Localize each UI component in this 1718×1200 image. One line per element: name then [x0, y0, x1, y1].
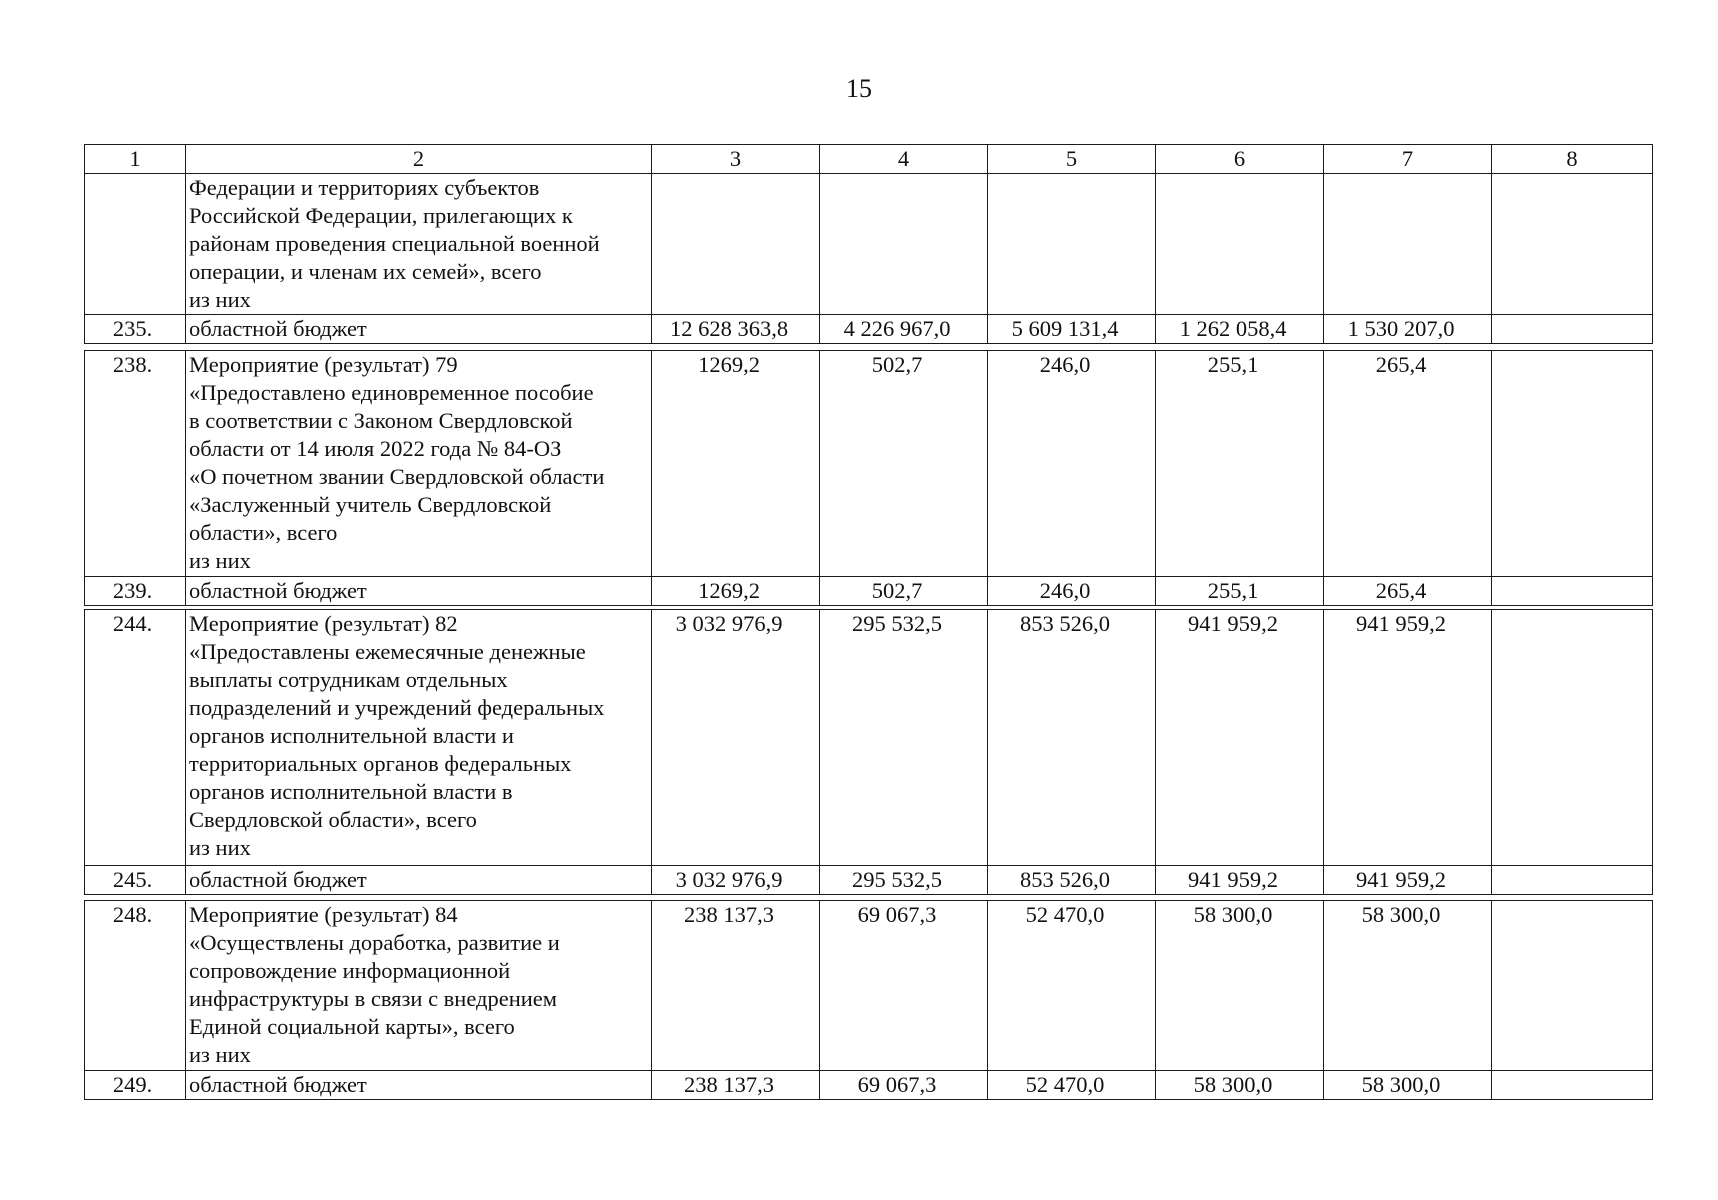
value-cell: 941 959,2: [1324, 866, 1492, 895]
column-header: 2: [186, 145, 652, 174]
value-cell: 238 137,3: [652, 1071, 820, 1100]
value-cell: [1324, 174, 1492, 315]
row-number: 238.: [85, 351, 186, 577]
row-description: Мероприятие (результат) 82 «Предоставлены ежемесячные денежные выплаты сотрудникам отдельных подразделений и учреждений федеральных органов исполнительной власти и территориальных органов федеральных органов исполнительной власти в Свердловской области», всего из них: [186, 610, 652, 866]
value-cell: 941 959,2: [1156, 866, 1324, 895]
value-cell: 295 532,5: [820, 866, 988, 895]
value-cell: [1492, 351, 1653, 577]
row-description: областной бюджет: [186, 577, 652, 606]
page-number: 15: [846, 74, 872, 103]
column-header: 7: [1324, 145, 1492, 174]
column-header: 3: [652, 145, 820, 174]
value-cell: 295 532,5: [820, 610, 988, 866]
column-header: 4: [820, 145, 988, 174]
value-cell: [1492, 901, 1653, 1071]
column-header-row: [85, 145, 1653, 174]
value-cell: 3 032 976,9: [652, 610, 820, 866]
value-cell: [988, 174, 1156, 315]
row-description: Федерации и территориях субъектов Российской Федерации, прилегающих к районам проведения специальной военной операции, и членам их семей», всего из них: [186, 174, 652, 315]
column-header: 8: [1492, 145, 1653, 174]
row-number: 248.: [85, 901, 186, 1071]
value-cell: 1269,2: [652, 577, 820, 606]
table-row: [85, 577, 1653, 606]
budget-table-block-1: [84, 144, 1653, 344]
value-cell: [1492, 577, 1653, 606]
row-description: областной бюджет: [186, 315, 652, 344]
value-cell: 265,4: [1324, 577, 1492, 606]
value-cell: 255,1: [1156, 351, 1324, 577]
value-cell: 3 032 976,9: [652, 866, 820, 895]
row-description: Мероприятие (результат) 79 «Предоставлено единовременное пособие в соответствии с Законом Свердловской области от 14 июля 2022 года № 84-ОЗ «О почетном звании Свердловской области «Заслуженный учитель Свердловской области», всего из них: [186, 351, 652, 577]
value-cell: 246,0: [988, 351, 1156, 577]
value-cell: 52 470,0: [988, 1071, 1156, 1100]
row-number: 245.: [85, 866, 186, 895]
budget-table-block-3: [84, 609, 1653, 895]
table-row: [85, 315, 1653, 344]
value-cell: 58 300,0: [1156, 1071, 1324, 1100]
value-cell: [1492, 866, 1653, 895]
value-cell: 853 526,0: [988, 866, 1156, 895]
budget-table-block-2: [84, 350, 1653, 606]
value-cell: 12 628 363,8: [652, 315, 820, 344]
value-cell: 255,1: [1156, 577, 1324, 606]
value-cell: [1492, 315, 1653, 344]
row-number: 244.: [85, 610, 186, 866]
value-cell: 502,7: [820, 351, 988, 577]
value-cell: 246,0: [988, 577, 1156, 606]
value-cell: 941 959,2: [1324, 610, 1492, 866]
row-description: областной бюджет: [186, 866, 652, 895]
value-cell: [652, 174, 820, 315]
value-cell: 265,4: [1324, 351, 1492, 577]
value-cell: [1492, 174, 1653, 315]
row-number: 249.: [85, 1071, 186, 1100]
row-description: областной бюджет: [186, 1071, 652, 1100]
column-header: 6: [1156, 145, 1324, 174]
row-number: 235.: [85, 315, 186, 344]
value-cell: [1492, 1071, 1653, 1100]
value-cell: 5 609 131,4: [988, 315, 1156, 344]
value-cell: 502,7: [820, 577, 988, 606]
value-cell: 853 526,0: [988, 610, 1156, 866]
value-cell: 4 226 967,0: [820, 315, 988, 344]
value-cell: 941 959,2: [1156, 610, 1324, 866]
budget-table-block-4: [84, 900, 1653, 1100]
value-cell: 58 300,0: [1324, 901, 1492, 1071]
value-cell: 52 470,0: [988, 901, 1156, 1071]
value-cell: [1492, 610, 1653, 866]
column-header: 1: [85, 145, 186, 174]
value-cell: 1 262 058,4: [1156, 315, 1324, 344]
value-cell: [820, 174, 988, 315]
value-cell: 58 300,0: [1156, 901, 1324, 1071]
value-cell: 1 530 207,0: [1324, 315, 1492, 344]
table-row: [85, 901, 1653, 1071]
table-row: [85, 866, 1653, 895]
value-cell: [1156, 174, 1324, 315]
row-number: [85, 174, 186, 315]
value-cell: 69 067,3: [820, 901, 988, 1071]
table-row: [85, 610, 1653, 866]
column-header: 5: [988, 145, 1156, 174]
value-cell: 58 300,0: [1324, 1071, 1492, 1100]
table-row: [85, 351, 1653, 577]
value-cell: 1269,2: [652, 351, 820, 577]
value-cell: 238 137,3: [652, 901, 820, 1071]
row-number: 239.: [85, 577, 186, 606]
table-row: [85, 174, 1653, 315]
table-row: [85, 1071, 1653, 1100]
value-cell: 69 067,3: [820, 1071, 988, 1100]
row-description: Мероприятие (результат) 84 «Осуществлены доработка, развитие и сопровождение информационной инфраструктуры в связи с внедрением Единой социальной карты», всего из них: [186, 901, 652, 1071]
